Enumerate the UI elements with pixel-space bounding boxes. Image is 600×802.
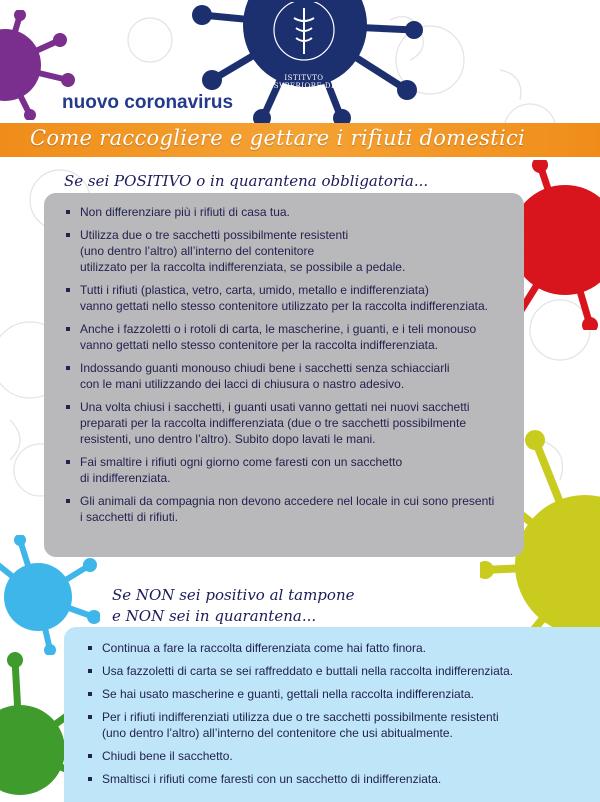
list-item: Fai smaltire i rifiuti ogni giorno come faresti con un sacchetto di indifferenziata.	[64, 454, 514, 486]
negative-instructions-list	[86, 640, 586, 794]
list-item: Indossando guanti monouso chiudi bene i sacchetti senza schiacciarli con le mani utilizzando dei lacci di chiusura o nastro adesivo.	[64, 360, 514, 392]
list-item: Se hai usato mascherine e guanti, gettali nella raccolta indifferenziata.	[86, 686, 586, 702]
banner-title: Come raccogliere e gettare i rifiuti domestici	[30, 126, 526, 150]
list-item: Per i rifiuti indifferenziati utilizza due o tre sacchetti possibilmente resistenti (uno dentro l’altro) all’interno del contenitore che usi abitualmente.	[86, 709, 586, 741]
topic-title: nuovo coronavirus	[62, 92, 234, 113]
negative-section-heading	[112, 585, 354, 627]
list-item: Anche i fazzoletti o i rotoli di carta, le mascherine, i guanti, e i teli monouso vanno gettati nello stesso contenitore per la raccolta indifferenziata.	[64, 321, 514, 353]
positive-section-heading: Se sei POSITIVO o in quarantena obbligatoria...	[64, 172, 429, 190]
negative-heading-line-2: e NON sei in quarantena...	[112, 607, 317, 625]
list-item: Usa fazzoletti di carta se sei raffreddato e buttali nella raccolta indifferenziata.	[86, 663, 586, 679]
list-item: Non differenziare più i rifiuti di casa tua.	[64, 204, 514, 220]
list-item: Utilizza due o tre sacchetti possibilmente resistenti (uno dentro l’altro) all’interno del contenitore utilizzato per la raccolta indifferenziata, se possibile a pedale.	[64, 227, 514, 275]
list-item: Smaltisci i rifiuti come faresti con un sacchetto di indifferenziata.	[86, 771, 586, 787]
positive-instructions-list	[64, 204, 514, 532]
institute-logo-text: ISTITVTO SVPERIORE DI SANITA	[273, 74, 335, 98]
list-item: Chiudi bene il sacchetto.	[86, 748, 586, 764]
list-item: Gli animali da compagnia non devono accedere nel locale in cui sono presenti i sacchetti di rifiuti.	[64, 493, 514, 525]
list-item: Tutti i rifiuti (plastica, vetro, carta, umido, metallo e indifferenziata) vanno gettati nello stesso contenitore utilizzato per la raccolta indifferenziata.	[64, 282, 514, 314]
negative-heading-line-1: Se NON sei positivo al tampone	[112, 586, 355, 604]
list-item: Una volta chiusi i sacchetti, i guanti usati vanno gettati nei nuovi sacchetti preparati per la raccolta indifferenziata (due o tre sacchetti possibilmente resistenti, uno dentro l’altro). Subito dopo lavati le mani.	[64, 399, 514, 447]
institute-seal-icon	[262, 2, 346, 70]
title-banner	[0, 123, 600, 157]
list-item: Continua a fare la raccolta differenziata come hai fatto finora.	[86, 640, 586, 656]
